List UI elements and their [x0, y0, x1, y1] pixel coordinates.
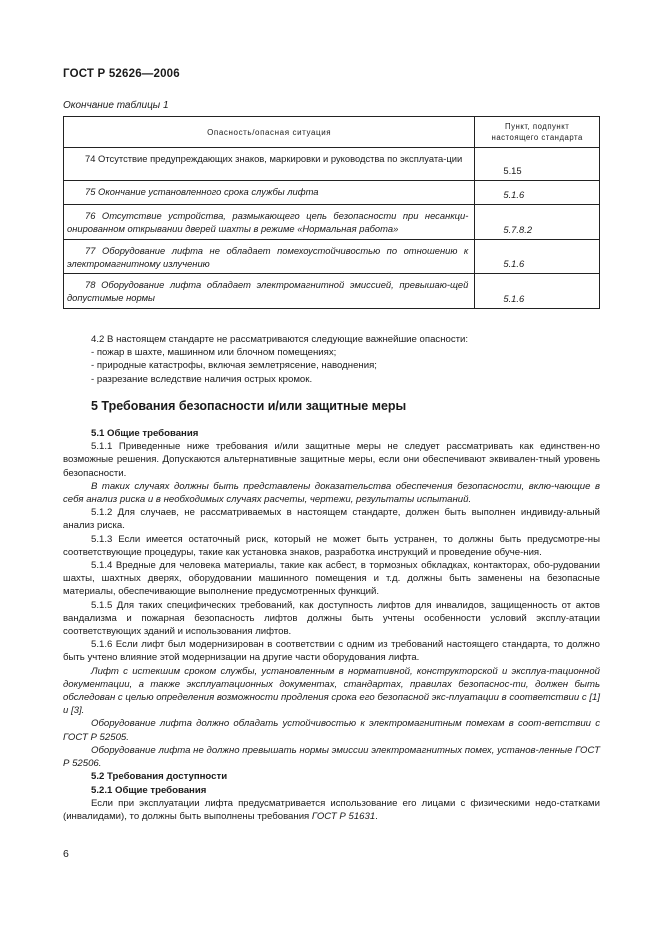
list-item: - природные катастрофы, включая землетрясение, наводнения;: [91, 360, 377, 372]
column-header-clause: [475, 117, 600, 148]
paragraph-5-1-6-italic-2: Оборудование лифта должно обладать устойчивостью к электромагнитным помехам в соот-ветствии с ГОСТ Р 52505.: [63, 718, 600, 743]
hazard-cell: [64, 274, 475, 309]
subsection-5-2-1-title: 5.2.1 Общие требования: [91, 784, 207, 796]
page-number: 6: [63, 848, 69, 860]
paragraph-5-1-5: 5.1.5 Для таких специфических требований, как доступность лифтов для инвалидов, защищенность от актов вандализма и пожарная безопасность лифтов должны быть учтены особенности условий эксплу-атации соответствующих зданий и использования лифтов.: [63, 599, 600, 638]
table-row: [64, 205, 600, 240]
standard-reference: ГОСТ Р 51631: [311, 810, 376, 822]
table-row: [64, 181, 600, 205]
list-item: - пожар в шахте, машинном или блочном помещениях;: [91, 347, 337, 359]
paragraph-5-1-6-italic-3: Оборудование лифта не должно превышать нормы эмиссии электромагнитных помех, установ-ленные ГОСТ Р 52506.: [63, 744, 600, 770]
hazard-text: 76 Отсутствие устройства, размыкающего цепь безопасности при несанкци-онированном открывании дверей шахты в режиме «Нормальная работа»: [67, 210, 469, 234]
section-5-title: 5 Требования безопасности и/или защитные меры: [91, 398, 407, 413]
clause-cell: 5.1.6: [475, 181, 600, 205]
list-item: - разрезание вследствие наличия острых кромок.: [91, 373, 313, 385]
document-body: [63, 333, 600, 823]
paragraph-5-2-1-end: .: [375, 810, 378, 822]
paragraph-5-1-3: 5.1.3 Если имеется остаточный риск, который не может быть устранен, то должны быть предусмотре-ны соответствующие процедуры, такие как установка знаков, разработка инструкций и проведение обуче-ния.: [63, 533, 600, 558]
column-header-clause-line2: настоящего стандарта: [491, 133, 583, 142]
hazard-text: 75 Окончание установленного срока службы лифта: [85, 186, 319, 197]
clause-cell: 5.1.6: [475, 240, 600, 274]
subsection-5-2-title: 5.2 Требования доступности: [91, 771, 228, 783]
paragraph-5-1-4: 5.1.4 Вредные для человека материалы, такие как асбест, в тормозных обкладках, контакторах, обо-рудовании шахты, шахтных дверях, оборудовании машинного помещения и т.д. должны быть заменены на безопасные материалы, обеспечивающие выполнение предусмотренных функций.: [63, 560, 600, 598]
paragraph-4-2: 4.2 В настоящем стандарте не рассматриваются следующие важнейшие опасности:: [91, 334, 469, 345]
table-header-row: [64, 117, 600, 148]
hazard-text: 78 Оборудование лифта обладает электромагнитной эмиссией, превышаю-щей допустимые нормы: [67, 279, 469, 303]
table-caption: Окончание таблицы 1: [63, 100, 169, 111]
table-row: [64, 274, 600, 309]
paragraph-5-1-6: 5.1.6 Если лифт был модернизирован в соответствии с одним из требований настоящего стандарта, то должно быть учтено влияние этой модернизации на другие части оборудования лифта.: [63, 639, 600, 664]
clause-cell: 5.1.6: [475, 274, 600, 309]
hazard-text: 77 Оборудование лифта не обладает помехоустойчивостью по отношению к электромагнитному излучению: [67, 245, 469, 269]
clause-cell: 5.15: [475, 148, 600, 181]
column-header-hazard: Опасность/опасная ситуация: [64, 117, 475, 148]
paragraph-5-1-1-italic: В таких случаях должны быть представлены доказательства обеспечения безопасности, вклю-чающие в себя анализ риска и в необходимых случаях расчеты, чертежи, результаты испытаний.: [63, 480, 600, 506]
hazard-cell: [64, 240, 475, 274]
paragraph-5-2-1-text: Если при эксплуатации лифта предусматривается использование его лицами с физическими недо-статками (инвалидами), то должны быть выполнены требования: [63, 797, 600, 822]
hazard-text: 74 Отсутствие предупреждающих знаков, маркировки и руководства по эксплуата-ции: [85, 153, 463, 164]
hazard-cell: [64, 181, 475, 205]
paragraph-5-2-1: [63, 797, 600, 823]
paragraph-5-1-6-italic-1: Лифт с истекшим сроком службы, установленным в нормативной, конструкторской и эксплуа-тационной документации, а также эксплуатационных документах, стандартах, правилах безопаснос-ти, должен быть обследован с целью определения возможности продления срока его безопасной экс-плуатации в соответствии с [1] и [3].: [63, 665, 600, 717]
paragraph-5-1-1: 5.1.1 Приведенные ниже требования и/или защитные меры не следует рассматривать как единствен-но возможные решения. Допускаются альтернативные защитные меры, если они обеспечивают эквивален-тный уровень безопасности.: [63, 441, 600, 479]
hazards-table: [63, 116, 600, 309]
column-header-clause-line1: Пункт, подпункт: [505, 122, 570, 131]
subsection-5-1-title: 5.1 Общие требования: [91, 428, 199, 440]
paragraph-5-1-2: 5.1.2 Для случаев, не рассматриваемых в настоящем стандарте, должен быть выполнен индивиду-альный анализ риска.: [63, 507, 600, 532]
hazard-cell: [64, 205, 475, 240]
document-header: ГОСТ Р 52626—2006: [63, 68, 180, 80]
table-row: [64, 148, 600, 181]
clause-cell: 5.7.8.2: [475, 205, 600, 240]
table-row: [64, 240, 600, 274]
hazard-cell: [64, 148, 475, 181]
